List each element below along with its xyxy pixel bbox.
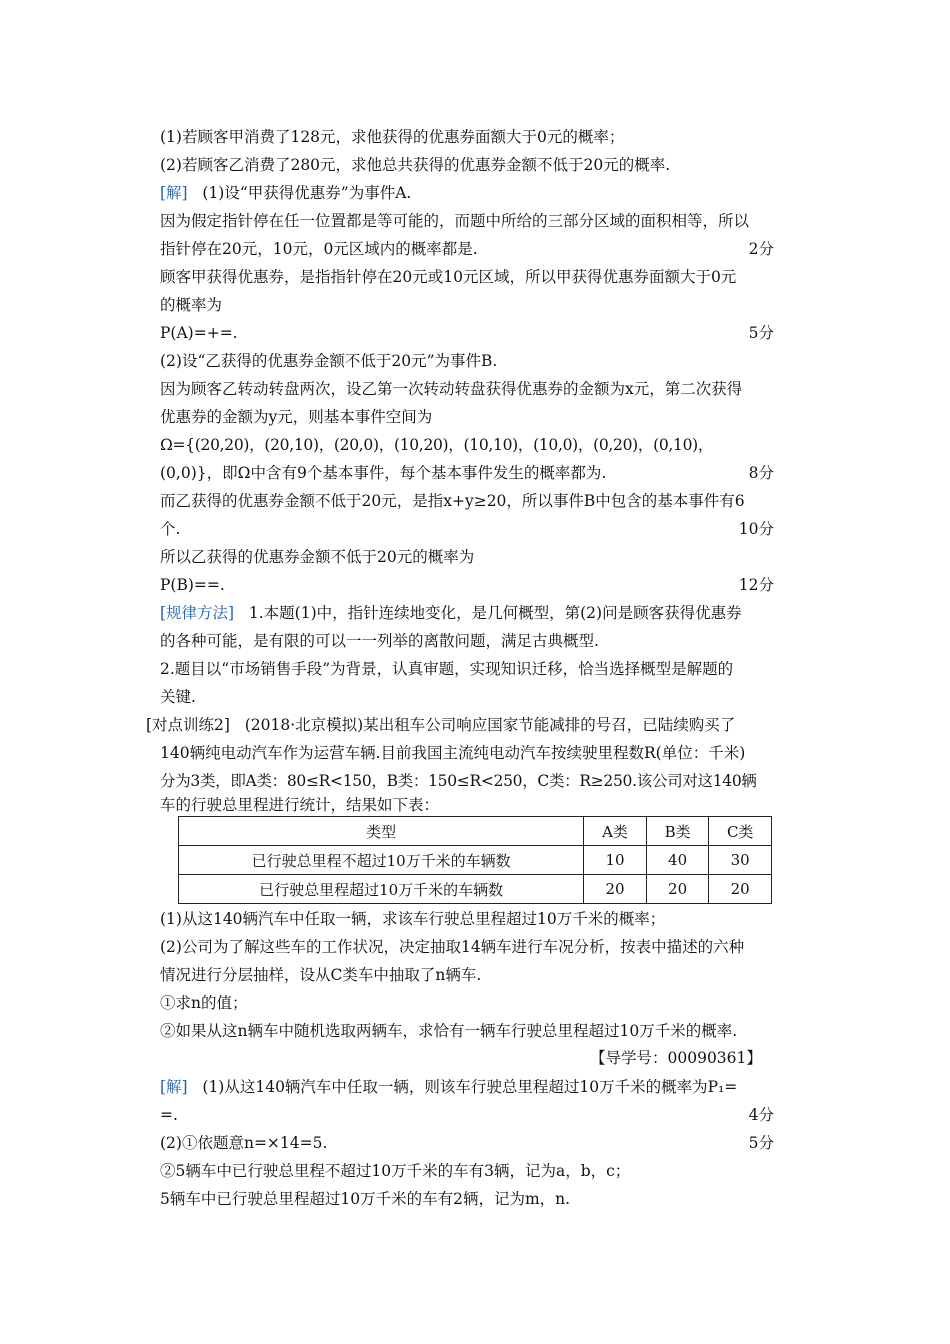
- table-header-cell: 类型: [179, 817, 584, 846]
- method-tag: [规律方法]: [160, 604, 235, 622]
- table-cell: 20: [709, 875, 772, 904]
- text-line: [160, 575, 810, 595]
- text-span: 1.本题(1)中，指针连续地变化，是几何概型，第(2)问是顾客获得优惠券: [248, 604, 742, 622]
- score: 4分: [748, 1106, 774, 1124]
- text-line: 2.题目以“市场销售手段”为背景，认真审题，实现知识迁移，恰当选择概型是解题的: [160, 660, 734, 678]
- table-cell: 已行驶总里程超过10万千米的车辆数: [179, 875, 584, 904]
- guide-number: 【导学号：00090361】: [590, 1049, 762, 1067]
- table-row: [179, 875, 772, 904]
- text-span: (0,0)}，即Ω中含有9个基本事件，每个基本事件发生的概率都为.: [160, 464, 607, 482]
- formula: P(B)==.: [160, 576, 225, 594]
- table-header-cell: C类: [709, 817, 772, 846]
- text-line: [160, 463, 810, 483]
- sample-space: Ω={(20,20)，(20,10)，(20,0)，(10,20)，(10,10)，(10,0)，(0,20)，(0,10)，: [160, 436, 714, 454]
- text-span: (2)①依题意n=×14=5.: [160, 1134, 328, 1152]
- text-line: (1)从这140辆汽车中任取一辆，求该车行驶总里程超过10万千米的概率；: [160, 910, 666, 928]
- text-line: ②如果从这n辆车中随机选取两辆车，求恰有一辆车行驶总里程超过10万千米的概率.: [160, 1022, 738, 1040]
- score: 5分: [748, 324, 774, 342]
- score: 5分: [748, 1134, 774, 1152]
- table-cell: 20: [584, 875, 647, 904]
- text-line: 的各种可能，是有限的可以一一列举的离散问题，满足古典概型.: [160, 632, 599, 650]
- text-line: 因为假定指针停在任一位置都是等可能的，而题中所给的三部分区域的面积相等，所以: [160, 212, 750, 230]
- data-table: [178, 816, 772, 904]
- text-line: ②5辆车中已行驶总里程不超过10万千米的车有3辆，记为a，b，c；: [160, 1162, 631, 1180]
- text-line: 而乙获得的优惠券金额不低于20元，是指x+y≥20，所以事件B中包含的基本事件有6: [160, 492, 745, 510]
- question-2: (2)若顾客乙消费了280元，求他总共获得的优惠券金额不低于20元的概率.: [160, 156, 671, 174]
- text-line: 因为顾客乙转动转盘两次，设乙第一次转动转盘获得优惠券的金额为x元，第二次获得: [160, 380, 743, 398]
- text-line: 分为3类，即A类：80≤R<150，B类：150≤R<250，C类：R≥250.该公司对这140辆: [160, 772, 757, 790]
- text-span: 个.: [160, 520, 181, 538]
- table-header-row: [179, 817, 772, 846]
- table-row: [179, 846, 772, 875]
- text-span: 指针停在20元，10元，0元区域内的概率都是.: [160, 240, 478, 258]
- question-1: (1)若顾客甲消费了128元，求他获得的优惠券面额大于0元的概率；: [160, 128, 625, 146]
- table-cell: 10: [584, 846, 647, 875]
- text-line: 顾客甲获得优惠券，是指指针停在20元或10元区域，所以甲获得优惠券面额大于0元: [160, 268, 737, 286]
- text-line: [160, 239, 810, 259]
- text-line: [160, 1105, 810, 1125]
- text-line: 优惠券的金额为y元，则基本事件空间为: [160, 408, 433, 426]
- text-span: (2018·北京模拟)某出租车公司响应国家节能减排的号召，已陆续购买了: [244, 716, 736, 734]
- text-line: ①求n的值；: [160, 994, 248, 1012]
- text-line: 140辆纯电动汽车作为运营车辆.目前我国主流纯电动汽车按续驶里程数R(单位：千米): [160, 744, 746, 762]
- table-cell: 30: [709, 846, 772, 875]
- score: 8分: [748, 464, 774, 482]
- solution-start: [160, 1077, 810, 1097]
- solution-tag: [解]: [160, 1078, 188, 1096]
- text-line: (2)公司为了解这些车的工作状况，决定抽取14辆车进行车况分析，按表中描述的六种: [160, 938, 745, 956]
- formula: =.: [160, 1106, 178, 1124]
- text-line: [160, 519, 810, 539]
- text-line: 车的行驶总里程进行统计，结果如下表：: [160, 796, 440, 814]
- table-header-cell: B类: [646, 817, 709, 846]
- text-line: 情况进行分层抽样，设从C类车中抽取了n辆车.: [160, 966, 482, 984]
- text-line: 关键.: [160, 688, 196, 706]
- text-line: 所以乙获得的优惠券金额不低于20元的概率为: [160, 548, 475, 566]
- table-cell: 已行驶总里程不超过10万千米的车辆数: [179, 846, 584, 875]
- formula: P(A)=+=.: [160, 324, 238, 342]
- solution-tag: [解]: [160, 184, 188, 202]
- text-line: 的概率为: [160, 296, 223, 314]
- score: 10分: [738, 520, 774, 538]
- exercise-tag: [对点训练2]: [146, 716, 230, 734]
- text-line: (2)设“乙获得的优惠券金额不低于20元”为事件B.: [160, 352, 498, 370]
- text-line: [160, 323, 810, 343]
- text-line: 5辆车中已行驶总里程超过10万千米的车有2辆，记为m，n.: [160, 1190, 571, 1208]
- text-line: [160, 1133, 810, 1153]
- table-cell: 20: [646, 875, 709, 904]
- score: 2分: [748, 240, 774, 258]
- solution-start: [160, 183, 810, 203]
- table-header-cell: A类: [584, 817, 647, 846]
- text-span: (1)从这140辆汽车中任取一辆，则该车行驶总里程超过10万千米的概率为P₁=: [202, 1078, 738, 1096]
- method-note: [160, 603, 810, 623]
- table-cell: 40: [646, 846, 709, 875]
- solution-line: (1)设“甲获得优惠券”为事件A.: [202, 184, 412, 202]
- score: 12分: [738, 576, 774, 594]
- exercise-start: [146, 715, 796, 735]
